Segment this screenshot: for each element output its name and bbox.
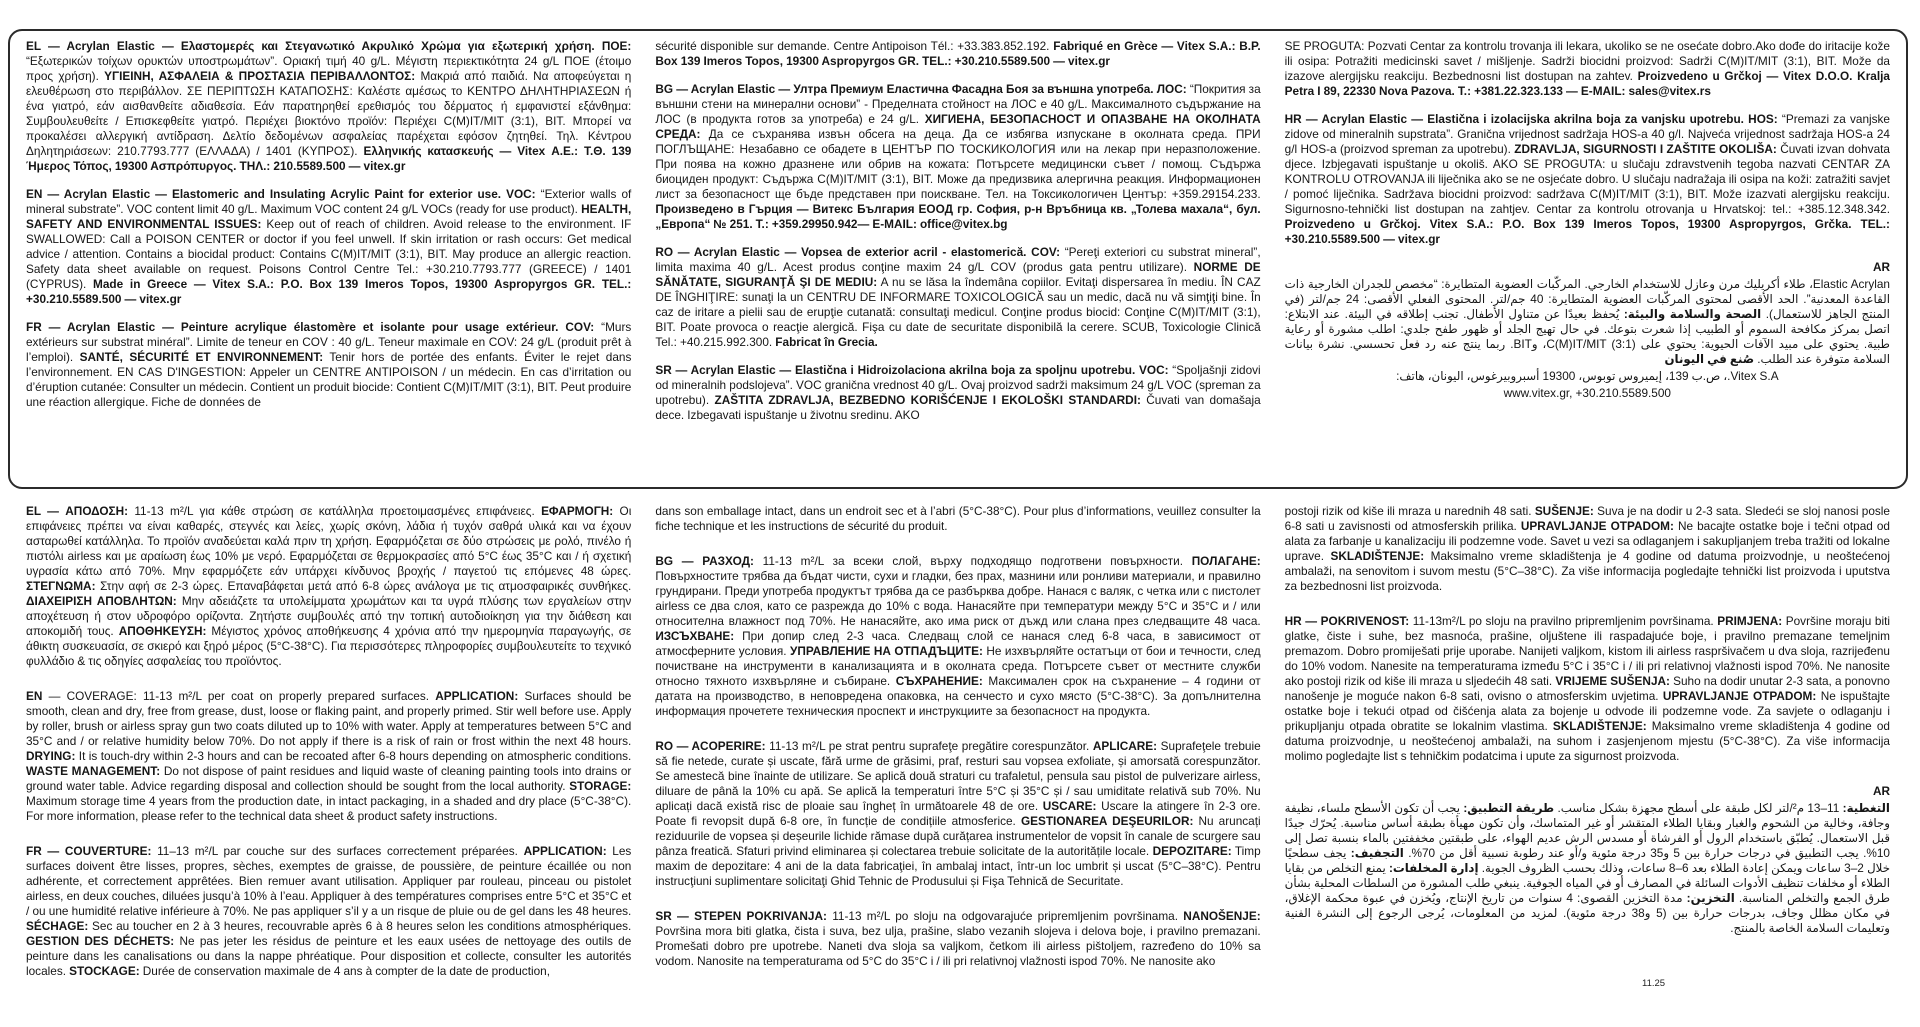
paragraph-ar-bottom: التغطية: 11–13 م²/لتر لكل طبقة على أسطح مجهزة بشكل مناسب. طريقة التطبيق: يجب أن تكون الأسطح ملساء، نظيفة وجافة، وخالية من الشحوم والغبار وبقايا الطلاء المتقشر أو غير المتماسك، وأن تكون مهيأة بطبقة أساس مناسبة. يُحرّك جيدًا قبل الاستعمال. يُطبّق باستخدام الرول أو الفرشاة أو مسدس الرش عديم الهواء، على طبقتين مخففتين بالماء بنسبة تصل إلى 10%. يجب التطبيق في درجات حرارة بين 5 و35 درجة مئوية و/أو عند رطوبة نسبية أقل من 70%. التجفيف: يجف سطحيًا خلال 2–3 ساعات ويمكن إعادة الطلاء بعد 6–8 ساعات، وذلك بحسب الظروف الجوية. إدارة المخلفات: يمنع التخلص من بقايا الطلاء أو مخلفات تنظيف الأدوات السائلة في المصارف أو في المياه الجوفية. ينبغي طلب المشورة من السلطات المحلية بشأن طرق الجمع والتخلص المناسبة. التخزين: مدة التخزين القصوى: 4 سنوات من تاريخ الإنتاج، ويُخزن في عبوة محكمة الإغلاق، في مكان مظلل وجاف، بدرجات حرارة بين (5 و38 درجة مئوية). لمزيد من المعلومات، يُرجى الرجوع إلى النشرة الفنية وتعليمات السلامة الخاصة بالمنتج. <box>1284 801 1890 935</box>
ar-bottom-header: AR <box>1872 784 1890 798</box>
paragraph-ar-top: Elastic Acrylan، طلاء أكريليك مرن وعازل للاستخدام الخارجي. المركّبات العضوية المتطايرة: “مخصص للجدران الخارجية ذات القاعدة المعدنية”. الحد الأقصى لمحتوى المركّبات العضوية المتطايرة: 40 جم/لتر. المحتوى الفعلي الأقصى: 24 جم/لتر (في المنتج الجاهز للاستعمال). الصحة والسلامة والبيئة: يُحفظ بعيدًا عن متناول الأطفال. تجنب إطلاقه في البيئة. عند الابتلاع: اتصل بمركز مكافحة السموم أو الطبيب إذا شعرت بتوعك. في حال تهيج الجلد أو ظهور طفح جلدي: اطلب مشورة أو رعاية طبية. يحتوي على مبيد الآفات الحيوية: يحتوي على C(M)IT/MIT (3:1)، وBIT. ربما ينتج عنه رد فعل تحسسي. نشرة بيانات السلامة متوفرة عند الطلب. صُنع في اليونان <box>1284 277 1890 366</box>
paragraph-en-bottom: EN — COVERAGE: 11-13 m²/L per coat on properly prepared surfaces. APPLICATION: Surfaces should be smooth, clean and dry, free from grease, dust, loose or flaking paint, and properly primed. Stir well before use. Apply by roller, brush or airless spray gun two coats diluted up to 10% with water. Apply at temperatures between 5°C and 35°C and / or relative humidity below 70%. Do not apply if there is a risk of rain or frost within the next 48 hours. DRYING: It is touch-dry within 2-3 hours and can be recoated after 6-8 hours depending on atmospheric conditions. WASTE MANAGEMENT: Do not dispose of paint residues and liquid waste of cleaning painting tools into drains or ground water table. Advice regarding disposal and collection should be sought from the local authority. STORAGE: Maximum storage time 4 years from the production date, in intact packaging, in a shaded and dry place (5°C-38°C). For more information, please refer to the technical data sheet & product safety instructions. <box>26 689 632 823</box>
paragraph-bg-top: BG — Acrylan Elastic — Ултра Премиум Еластична Фасадна Боя за външна употреба. ЛОС: “Покрития за външни стени на минерални основи” - Пределната стойност на ЛОС е 40 g/L. Максималното съдържание на ЛОС (в продукта готов за употреба) е 24 g/L. ХИГИЕНА, БЕЗОПАСНОСТ И ОПАЗВАНЕ НА ОКОЛНАТА СРЕДА: Да се съхранява извън обсега на деца. Да се избягва изпускане в околната среда. ПРИ ПОГЛЪЩАНЕ: Незабавно се обадете в ЦЕНТЪР ПО ТОСКИКОЛОГИЯ или на лекар при неразположение. При поява на кожно дразнене или обрив на кожата: Потърсете медицински съвет / помощ. Съдържа биоциден продукт: Съдържа C(M)IT/MIT (3:1), BIT. Може да предизвика алергична реакция. Информационен лист за безопасност ще бъде представен при поискване. Тел. на Токсикологичен Център: +359.29154.233. Произведено в Гърция — Витекс България ЕООД гр. София, р-н Връбница кв. „Толева махала“, бул. „Европа“ № 251. Т.: +359.29950.942— E-MAIL: office@vitex.bg <box>655 82 1261 231</box>
paragraph-ro-bottom: RO — ACOPERIRE: 11-13 m²/L pe strat pentru suprafeţe pregătire corespunzător. APLICARE: Suprafeţele trebuie să fie netede, curate și uscate, fără urme de grăsimi, praf, resturi sau vopsea exfoliate, și amorsată corespunzător. Se amestecă bine înainte de utilizare. Se aplică două straturi cu trafaletul, pensula sau pistol de pulverizare airless, diluare de până la 10% cu apă. Se aplică la temperaturi între 5°C și 35°C și / sau umiditate relativă sub 70%. Nu aplicați dacă există risc de ploaie sau îngheț în următoarele 48 de ore. USCARE: Uscare la atingere în 2-3 ore. Poate fi revopsit după 6-8 ore, în funcție de condițiile atmosferice. GESTIONAREA DEŞEURILOR: Nu aruncați reziduurile de vopsea și deșeurile lichide rămase după curățarea instrumentelor de vopsit în canale de scurgere sau pânza freatică. Sfaturi privind eliminarea și colectarea trebuie solicitate de la autoritățile locale. DEPOZITARE: Timp maxim de depozitare: 4 ani de la data fabricaţiei, în ambalaj intact, într-un loc umbrit și uscat (5°C–38°C). Pentru instrucţiuni suplimentare solicitaţi Ghid Tehnic de Produsului și Fişa Tehnică de Securitate. <box>655 739 1261 888</box>
paragraph-fr-top: FR — Acrylan Elastic — Peinture acrylique élastomère et isolante pour usage extérieur. COV: “Murs extérieurs sur substrat minéral”. Limite de teneur en COV : 40 g/L. Teneur maximale en COV: 24 g/L (produit prêt à l’emploi). SANTÉ, SÉCURITÉ ET ENVIRONNEMENT: Tenir hors de portée des enfants. Éviter le rejet dans l’environnement. EN CAS D'INGESTION: Appeler un CENTRE ANTIPOISON / un médecin. En cas d’irritation ou d’éruption cutanée: Consulter un médecin. Contient un produit biocide: Contient C(M)IT/MIT (3:1), BIT. Peut produire une réaction allergique. Fiche de données de <box>26 320 632 409</box>
paragraph-bg-bottom: BG — РАЗХОД: 11-13 m²/L за всеки слой, върху подходящо подготвени повърхности. ПОЛАГАНЕ: Повърхностите трябва да бъдат чисти, сухи и гладки, без прах, мазнини или ронливи материали, и правилно грундирани. Преди употреба продуктът трябва да се разбърква добре. Нанася с валяк, с четка или с пистолет airless се два слоя, като се разрежда до 10% с вода. Нанасяйте при температури между 5°C и 35°C и / или относителна влажност под 70%. Не нанасяйте, ако има риск от дъжд или слана през следващите 48 часа. ИЗСЪХВАНЕ: При допир след 2-3 часа. Следващ слой се нанася след 6-8 часа, в зависимост от атмосферните условия. УПРАВЛЕНИЕ НА ОТПАДЪЦИТЕ: Не изхвърляйте остатъци от бои и течности, след почистване на инструменти в канализацията и в околната среда. Потърсете съвет от местните служби относно тяхното изхвърляне и събиране. СЪХРАНЕНИЕ: Максимален срок на съхранение – 4 години от датата на производство, в неповредена опаковка, на сенчесто и сухо място (5°C-38°C). За допълнителна информация прочетете техническия проспект и инструкциите за безопасност на продукта. <box>655 554 1261 718</box>
top-panel <box>8 29 1908 489</box>
paragraph-el-bottom: EL — ΑΠΟΔΟΣΗ: 11-13 m²/L για κάθε στρώση σε κατάλληλα προετοιμασμένες επιφάνειες. ΕΦΑΡΜΟΓΗ: Οι επιφάνειες πρέπει να είναι καθαρές, στεγνές και λείες, χωρίς σκόνη, λάδια ή τυχόν σαθρά υλικά και να έχουν ασταρωθεί κατάλληλα. Το προϊόν αναδεύεται καλά πριν τη χρήση. Εφαρμόζεται σε δύο στρώσεις με ρολό, πινέλο ή πιστόλι airless και με αραίωση έως 10% με νερό. Εφαρμόζεται σε θερμοκρασίες από 5°C έως 35°C και / ή σχετική υγρασία κάτω από 70%. Μην εφαρμόζετε εάν υπάρχει κίνδυνος βροχής / παγετού τις επόμενες 48 ώρες. ΣΤΕΓΝΩΜΑ: Στην αφή σε 2-3 ώρες. Επαναβάφεται μετά από 6-8 ώρες ανάλογα με τις ατμοσφαιρικές συνθήκες. ΔΙΑΧΕΙΡΙΣΗ ΑΠΟΒΛΗΤΩΝ: Μην αδειάζετε τα υπολείμματα χρωμάτων και τα υγρά πλύσης των εργαλείων στην αποχέτευση ή στον υδροφόρο ορίζοντα. Ζητήστε συμβουλές από την τοπική αυτοδιοίκηση για την διάθεση και αποκομιδή τους. ΑΠΟΘΗΚΕΥΣΗ: Μέγιστος χρόνος αποθήκευσης 4 χρόνια από την ημερομηνία παραγωγής, σε άθικτη συσκευασία, σε σκιερό και ξηρό μέρος (5°C-38°C). Για περισσότερες πληροφορίες συμβουλευτείτε το τεχνικό φυλλάδιο & τις οδηγίες ασφαλείας του προϊόντος. <box>26 504 632 668</box>
paragraph-hr-top: HR — Acrylan Elastic — Elastična i izolacijska akrilna boja za vanjsku upotrebu. HOS: “Premazi za vanjske zidove od mineralnih supstrata”. Granična vrijednost sadržaja HOS-a 40 g/l. Najveća vrijednost sadržaja HOS-a 24 g/l HOS-a (proizvod spreman za upotrebu). ZDRAVLJA, SIGURNOSTI I ZAŠTITE OKOLIŠA: Čuvati izvan dohvata djece. Izbjegavati ispuštanje u okoliš. AKO SE PROGUTA: u slučaju zdravstvenih tegoba nazvati CENTAR ZA KONTROLU OTROVANJA ili liječnika ako se ne osjećate dobro. U slučaju nadražaja ili osipa na koži: zatražiti savjet / pomoć liječnika. Sadržava biocidni proizvod: sadržava C(M)IT/MIT (3:1), BIT. Može izazvati alergijsku reakciju. Sigurnosno-tehnički list dostupan na zahtjev. Centar za kontrolu otrovanja u Hrvatskoj: tel.: +385.12.348.342. Proizvedeno u Grčkoj. Vitex S.A.: P.O. Box 139 Imeros Topos, 19300 Aspropyrgos, Grčka. TEL.: +30.210.5589.500 — vitex.gr <box>1284 112 1890 246</box>
paragraph-el-top: EL — Acrylan Elastic — Ελαστομερές και Στεγανωτικό Ακρυλικό Χρώμα για εξωτερική χρήση. ΠΟΕ: “Εξωτερικών τοίχων ορυκτών υποστρωμάτων”. Οριακή τιμή 40 g/L. Μέγιστη περιεκτικότητα 24 g/L ΠΟΕ (έτοιμο προς χρήση). ΥΓΙΕΙΝΗ, ΑΣΦΑΛΕΙΑ & ΠΡΟΣΤΑΣΙΑ ΠΕΡΙΒΑΛΛΟΝΤΟΣ: Μακριά από παιδιά. Να αποφεύγεται η ελευθέρωση στο περιβάλλον. ΣΕ ΠΕΡΙΠΤΩΣΗ ΚΑΤΑΠΟΣΗΣ: Καλέστε αμέσως το ΚΕΝΤΡΟ ΔΗΛΗΤΗΡΙΑΣΕΩΝ ή ένα γιατρό, εάν αισθανθείτε αδιαθεσία. Εάν παρατηρηθεί ερεθισμός του δέρματος ή εμφανιστεί εξάνθημα: Συμβουλευθείτε / Επισκεφθείτε γιατρό. Περιέχει βιοκτόνο προϊόν: Περιέχει C(M)IT/MIT (3:1), BIT. Μπορεί να προκαλέσει αλλεργική αντίδραση. Δελτίο δεδομένων ασφαλείας παρέχεται εφόσον ζητηθεί. Τηλ. Κέντρου Δηλητηριάσεων: 210.7793.777 (ΕΛΛΑΔΑ) / 1401 (ΚΥΠΡΟΣ). Ελληνικής κατασκευής — Vitex Α.Ε.: Τ.Θ. 139 Ήμερος Τόπος, 19300 Ασπρόπυργος. ΤΗΛ.: 210.5589.500 — vitex.gr <box>26 39 632 173</box>
bottom-column-1 <box>26 504 631 999</box>
ar-top-header: AR <box>1872 260 1890 274</box>
paragraph-sr-bottom: SR — STEPEN POKRIVANJA: 11-13 m²/L po sloju na odgovarajuće pripremljenim površinama. NANOŠENJE: Površina mora biti glatka, čista i suva, bez ulja, prašine, slabo vezanih slojeva i delova boje, i pravilno premazani. Promešati dobro pre upotrebe. Naneti dva sloja sa valjkom, četkom ili airless pištoljem, razređeno do 10% sa vodom. Nanosite na temperaturama od 5°C do 35°C i / ili pri relativnoj vlažnosti ispod 70%. Ne nanosite ako <box>655 909 1261 968</box>
paragraph-fr-bottom: FR — COUVERTURE: 11–13 m²/L par couche sur des surfaces correctement préparées. APPLICATION: Les surfaces doivent être lisses, propres, sèches, exemptes de graisse, de poussière, de peinture écaillée ou non adhérente, et correctement apprêtées. Bien remuer avant utilisation. Appliquer par rouleau, pinceau ou pistolet airless, en deux couches, diluées jusqu’à 10% à l’eau. Appliquer à des températures comprises entre 5°C et 35°C et / ou une humidité relative inférieure à 70%. Ne pas appliquer s’il y a un risque de pluie ou de gel dans les 48 heures. SÉCHAGE: Sec au toucher en 2 à 3 heures, recouvrable après 6 à 8 heures selon les conditions atmosphériques. GESTION DES DÉCHETS: Ne pas jeter les résidus de peinture et les eaux usées de nettoyage des outils de peinture dans les canalisations ou dans la nappe phréatique. Pour disposition et collecte, consulter les autorités locales. STOCKAGE: Durée de conservation maximale de 4 ans à compter de la date de production, <box>26 844 632 978</box>
top-column-3 <box>1285 39 1890 481</box>
website-line: www.vitex.gr, +30.210.5589.500 <box>1503 386 1671 400</box>
ar-address-line: Vitex S.A.، ص.ب 139، إيميروس توبوس، 19300 أسبروبيرغوس، اليونان، هاتف: <box>1396 369 1779 383</box>
bottom-panel <box>8 500 1908 999</box>
bottom-column-3 <box>1285 504 1890 999</box>
top-column-2 <box>655 39 1260 481</box>
version-footnote: 11.25 <box>1642 978 1666 989</box>
paragraph-sr-top-continued: SE PROGUTA: Pozvati Centar za kontrolu trovanja ili lekara, ukoliko se ne osećate dobro.Ako dođe do iritacije kože ili osipa: Potražiti medicinski savet / mišljenje. Sadrži biocidni proizvod: Sadrži C(M)IT/MIT (3:1), BIT. Može da izazove alergijsku reakciju. Bezbednosni list dostupan na zahtev. Proizvedeno u Grčkoj — Vitex D.O.O. Kralja Petra I 89, 22330 Nova Pazova. T.: +381.22.323.133 — E-MAIL: sales@vitex.rs <box>1284 39 1890 98</box>
paragraph-sr-top: SR — Acrylan Elastic — Elastična i Hidroizolaciona akrilna boja za spoljnu upotrebu. VOC: “Spoljašnji zidovi od mineralnih podslojeva”. VOC granična vrednost 40 g/L. Ovaj proizvod sadrži maksimum 24 g/L VOC (spreman za upotrebu). ZAŠTITA ZDRAVLJA, BEZBEDNO KORIŠĆENJE I EKOLOŠKI STANDARDI: Čuvati van domašaja dece. Izbegavati ispuštanje u životnu sredinu. AKO <box>655 363 1261 422</box>
paragraph-fr-bottom-continued: dans son emballage intact, dans un endroit sec et à l’abri (5°C-38°C). Pour plus d’informations, veuillez consulter la fiche technique et les instructions de sécurité du produit. <box>655 504 1261 533</box>
top-column-1 <box>26 39 631 481</box>
paragraph-fr-top-continued: sécurité disponible sur demande. Centre Antipoison Tél.: +33.383.852.192. Fabriqué en Grèce — Vitex S.A.: B.P. Box 139 Imeros Topos, 19300 Aspropyrgos GR. TEL.: +30.210.5589.500 — vitex.gr <box>655 39 1261 68</box>
paragraph-ro-top: RO — Acrylan Elastic — Vopsea de exterior acril - elastomerică. COV: “Pereţi exteriori cu substrat mineral”, limita maxima 40 g/L. Acest produs conţine maxim 24 g/L COV (produs gata pentru utilizare). NORME DE SĂNĂTATE, SIGURANŢĂ ŞI DE MEDIU: A nu se lăsa la îndemâna copiilor. Evitaţi dispersarea în mediu. ÎN CAZ DE ÎNGHIŢIRE: sunaţi la un CENTRU DE INFORMARE TOXICOLOGICĂ sau un medic, dacă nu vă simţiţi bine. În caz de iritare a pielii sau de erupţie cutanată: consultaţi medicul. Conţine produs biocid: Conţine C(M)IT/MIT (3:1), BIT. Poate provoca o reacţie alergică. Fişa cu date de securitate disponibilă la cerere. SCUB, Toxicologie Clinică Tel.: +40.215.992.300. Fabricat în Grecia. <box>655 245 1261 349</box>
paragraph-hr-bottom: HR — POKRIVENOST: 11-13m²/L po sloju na pravilno pripremljenim površinama. PRIMJENA: Površine moraju biti glatke, čiste i suhe, bez masnoća, prašine, oljuštene ili raspadajuće boje, i pravilno premazane temeljnim premazom. Dobro promiješati prije uporabe. Nanijeti valjkom, kistom ili airless raspršivačem u dva sloja, razrijeđenu do 10% vodom. Nanesite na temperaturama između 5°C i 35°C i / ili pri relativnoj vlažnosti ispod 70%. Ne nanosite ako postoji rizik od kiše ili mraza u sljedećih 48 sati. VRIJEME SUŠENJA: Suho na dodir unutar 2-3 sata, a ponovno nanošenje je moguće nakon 6-8 sati, ovisno o atmosferskim uvjetima. UPRAVLJANJE OTPADOM: Ne ispuštajte ostatke boje i tekući otpad od čišćenja alata za bojenje u odvode ili podzemne vode. Za savjete o odlaganju i prikupljanju otpada obratite se lokalnim vlastima. SKLADIŠTENJE: Maksimalno vreme skladištenja 4 godine od datuma proizvodnje, u neoštećenoj ambalaži, na suhom i zasjenjenom mjestu (5°C-38°C). Za više informacija molimo pogledajte list s tehničkim podatcima i upute za sigurnost proizvoda. <box>1284 614 1890 763</box>
bottom-column-2 <box>655 504 1260 999</box>
paragraph-sr-bottom-continued: postoji rizik od kiše ili mraza u narednih 48 sati. SUŠENJE: Suva je na dodir u 2-3 sata. Sledeći se sloj nanosi posle 6-8 sati u zavisnosti od atmosferskih prilika. UPRAVLJANJE OTPADOM: Ne bacajte ostatke boje i tečni otpad od alata za farbanje u kanalizaciju ili podzemne vode. Savet u vezi sa odlaganjem i sakupljanjem treba tražiti od lokalne uprave. SKLADIŠTENJE: Maksimalno vreme skladištenja je 4 godine od datuma proizvodnje, u neoštećenoj ambalaži, na senovitom i suvom mestu (5°C–38°C). Za više informacija pogledajte tehnički list proizvoda i uputstva za bezbednosni list proizvoda. <box>1284 504 1890 593</box>
paragraph-en-top: EN — Acrylan Elastic — Elastomeric and Insulating Acrylic Paint for exterior use. VOC: “Exterior walls of mineral substrate”. VOC content limit 40 g/L. Maximum VOC content 24 g/L VOCs (ready for use product). HEALTH, SAFETY AND ENVIRONMENTAL ISSUES: Keep out of reach of children. Avoid release to the environment. IF SWALLOWED: Call a POISON CENTER or doctor if you feel unwell. If skin irritation or rash occurs: Get medical advice / attention. Contains a biocidal product: Contains C(M)IT/MIT (3:1), BIT. May produce an allergic reaction. Safety data sheet available on request. Poisons Control Centre Tel.: +30.210.7793.777 (GREECE) / 1401 (CYPRUS). Made in Greece — Vitex S.A.: P.O. Box 139 Imeros Topos, 19300 Aspropyrgos GR. TEL.: +30.210.5589.500 — vitex.gr <box>26 187 632 306</box>
